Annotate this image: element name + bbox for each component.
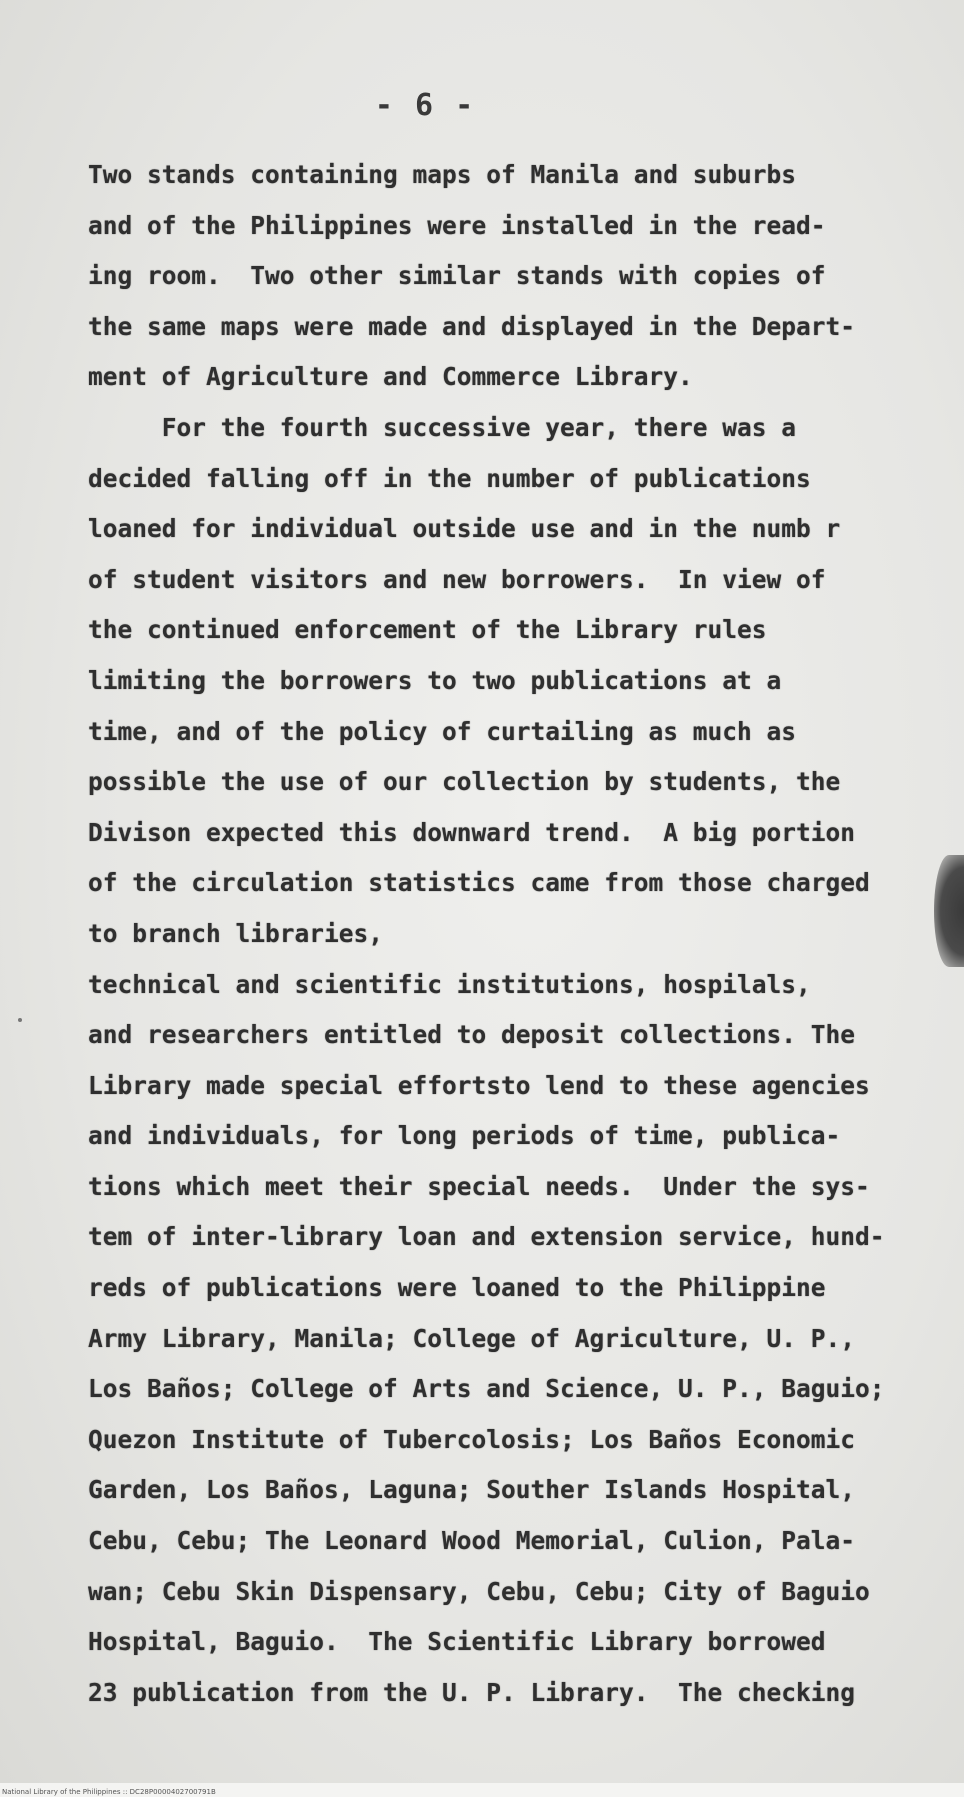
- text-line: Army Library, Manila; College of Agriculture, U. P.,: [88, 1323, 856, 1353]
- text-line: tem of inter-library loan and extension service, hund-: [88, 1222, 885, 1252]
- paper-speck: [18, 1018, 22, 1022]
- text-line: ing room. Two other similar stands with copies of: [88, 261, 826, 291]
- text-line: tions which meet their special needs. Under the sys-: [88, 1171, 870, 1201]
- text-line: wan; Cebu Skin Dispensary, Cebu, Cebu; City of Baguio: [88, 1576, 870, 1606]
- text-line: Quezon Institute of Tubercolosis; Los Baños Economic: [88, 1424, 856, 1454]
- text-line: Cebu, Cebu; The Leonard Wood Memorial, Culion, Pala-: [88, 1526, 856, 1556]
- text-line: reds of publications were loaned to the Philippine: [88, 1273, 826, 1303]
- text-line: loaned for individual outside use and in the numb r: [88, 514, 841, 544]
- text-line: to branch libraries,: [88, 918, 384, 948]
- footer-strip: [0, 1783, 964, 1797]
- text-line: of the circulation statistics came from those charged: [88, 868, 870, 898]
- text-line: limiting the borrowers to two publications at a: [88, 665, 782, 695]
- text-line: and of the Philippines were installed in the read-: [88, 210, 826, 240]
- document-body: [88, 150, 888, 1718]
- text-line: Divison expected this downward trend. A big portion: [88, 817, 856, 847]
- text-line: the same maps were made and displayed in the Depart-: [88, 311, 856, 341]
- page-edge-shadow: [934, 855, 964, 967]
- text-line: and individuals, for long periods of time, publica-: [88, 1121, 841, 1151]
- text-line: Los Baños; College of Arts and Science, U. P., Baguio;: [88, 1374, 885, 1404]
- text-line: the continued enforcement of the Library rules: [88, 615, 767, 645]
- text-line: Garden, Los Baños, Laguna; Souther Islands Hospital,: [88, 1475, 856, 1505]
- text-line: time, and of the policy of curtailing as much as: [88, 716, 797, 746]
- text-line: of student visitors and new borrowers. In view of: [88, 564, 826, 594]
- text-line: For the fourth successive year, there was a: [88, 412, 797, 442]
- text-line: Hospital, Baguio. The Scientific Library borrowed: [88, 1627, 826, 1657]
- text-line: Library made special effortsto lend to these agencies: [88, 1070, 870, 1100]
- text-line: Two stands containing maps of Manila and suburbs: [88, 160, 797, 189]
- archive-footer: National Library of the Philippines :: DC28P0000402700791B: [2, 1788, 216, 1796]
- text-line: technical and scientific institutions, hospilals,: [88, 969, 811, 999]
- text-line: 23 publication from the U. P. Library. The checking: [88, 1677, 856, 1707]
- text-line: decided falling off in the number of publications: [88, 463, 811, 493]
- text-line: ment of Agriculture and Commerce Library.: [88, 362, 693, 392]
- text-line: and researchers entitled to deposit collections. The: [88, 1020, 856, 1050]
- page-number: - 6 -: [374, 88, 476, 123]
- text-line: possible the use of our collection by students, the: [88, 767, 841, 797]
